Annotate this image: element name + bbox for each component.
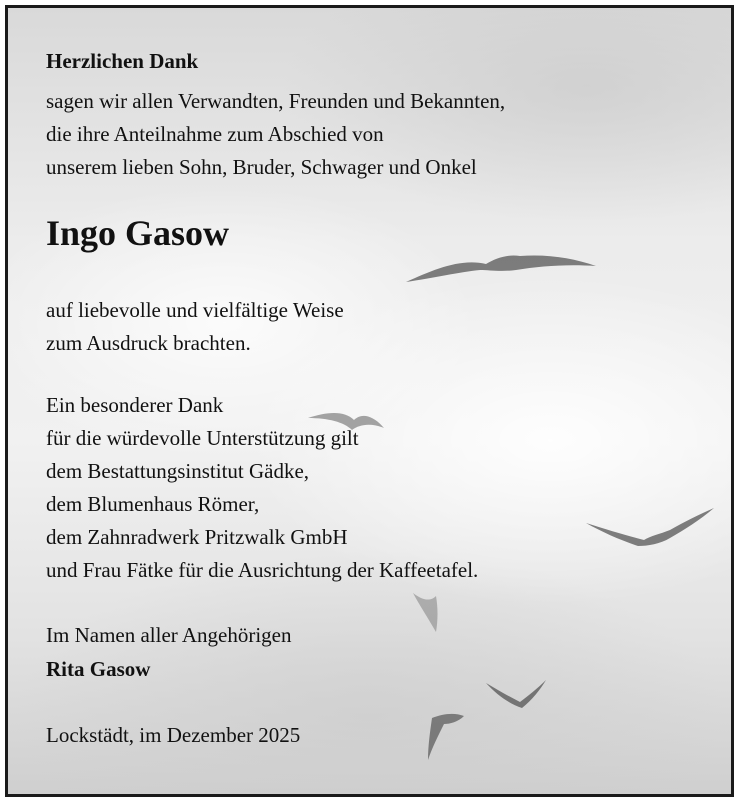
expression-line: auf liebevolle und vielfältige Weise <box>46 298 344 322</box>
signatory: Rita Gasow <box>46 657 151 681</box>
special-thanks-line: für die würdevolle Unterstützung gilt <box>46 426 359 450</box>
special-thanks-line: und Frau Fätke für die Ausrichtung der Kaffeetafel. <box>46 558 479 582</box>
obituary-card <box>5 5 734 797</box>
intro-line: die ihre Anteilnahme zum Abschied von <box>46 122 384 146</box>
special-thanks-line: dem Zahnradwerk Pritzwalk GmbH <box>46 525 348 549</box>
special-thanks-line: dem Bestattungsinstitut Gädke, <box>46 459 310 483</box>
place-date: Lockstädt, im Dezember 2025 <box>46 723 301 747</box>
closing-line: Im Namen aller Angehörigen <box>46 623 292 647</box>
expression-line: zum Ausdruck brachten. <box>46 331 251 355</box>
special-thanks-line: Ein besonderer Dank <box>46 393 224 417</box>
intro-line: unserem lieben Sohn, Bruder, Schwager und Onkel <box>46 155 477 179</box>
deceased-name: Ingo Gasow <box>46 213 230 253</box>
heading: Herzlichen Dank <box>46 49 199 73</box>
intro-line: sagen wir allen Verwandten, Freunden und Bekannten, <box>46 89 506 113</box>
special-thanks-line: dem Blumenhaus Römer, <box>46 492 260 516</box>
obituary-text <box>8 8 731 794</box>
